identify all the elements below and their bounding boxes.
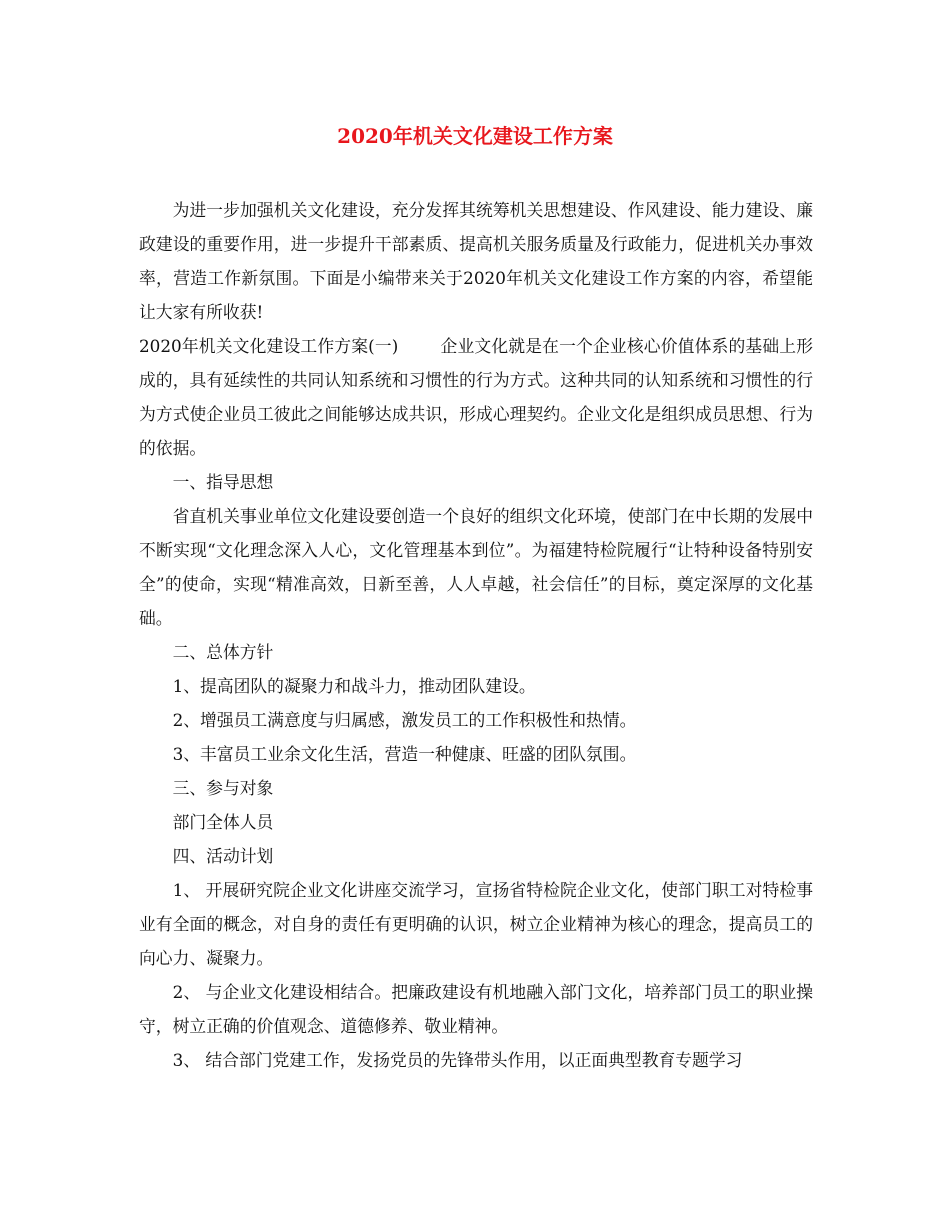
section3-heading: 三、参与对象 <box>172 778 274 798</box>
section4-item: 1、 开展研究院企业文化讲座交流学习，宣扬省特检院企业文化，使部门职工对特检事业有全面的概念，对自身的责任有更明确的认识，树立企业精神为核心的理念，提高员工的向心力、凝聚力。 <box>139 880 813 968</box>
plan-paragraph <box>139 329 813 465</box>
section1-heading: 一、指导思想 <box>172 472 274 492</box>
section2-item: 1、提高团队的凝聚力和战斗力，推动团队建设。 <box>172 676 536 696</box>
section2-item: 2、增强员工满意度与归属感，激发员工的工作积极性和热情。 <box>172 710 637 730</box>
section4-item: 3、 结合部门党建工作，发扬党员的先锋带头作用，以正面典型教育专题学习 <box>172 1050 743 1070</box>
document-title: 2020年机关文化建设工作方案 <box>337 124 613 148</box>
plan-heading: 2020年机关文化建设工作方案(一) <box>139 336 399 356</box>
section3-paragraph: 部门全体人员 <box>172 812 274 832</box>
plan-intro: 企业文化就是在一个企业核心价值体系的基础上形成的，具有延续性的共同认知系统和习惯性的行为方式。这种共同的认知系统和习惯性的行为方式使企业员工彼此之间能够达成共识，形成心理契约。企业文化是组织成员思想、行为的依据。 <box>139 336 813 458</box>
intro-paragraph: 为进一步加强机关文化建设，充分发挥其统筹机关思想建设、作风建设、能力建设、廉政建设的重要作用，进一步提升干部素质、提高机关服务质量及行政能力，促进机关办事效率，营造工作新氛围。下面是小编带来关于2020年机关文化建设工作方案的内容，希望能让大家有所收获! <box>139 200 813 322</box>
section2-heading: 二、总体方针 <box>172 642 274 662</box>
section4-item: 2、 与企业文化建设相结合。把廉政建设有机地融入部门文化，培养部门员工的职业操守，树立正确的价值观念、道德修养、敬业精神。 <box>139 982 813 1036</box>
section1-paragraph: 省直机关事业单位文化建设要创造一个良好的组织文化环境，使部门在中长期的发展中不断实现“文化理念深入人心，文化管理基本到位”。为福建特检院履行“让特种设备特别安全”的使命，实现“精准高效，日新至善，人人卓越，社会信任”的目标，奠定深厚的文化基础。 <box>139 506 813 628</box>
document-body <box>139 193 813 1077</box>
section4-heading: 四、活动计划 <box>172 846 274 866</box>
section2-item: 3、丰富员工业余文化生活，营造一种健康、旺盛的团队氛围。 <box>172 744 637 764</box>
